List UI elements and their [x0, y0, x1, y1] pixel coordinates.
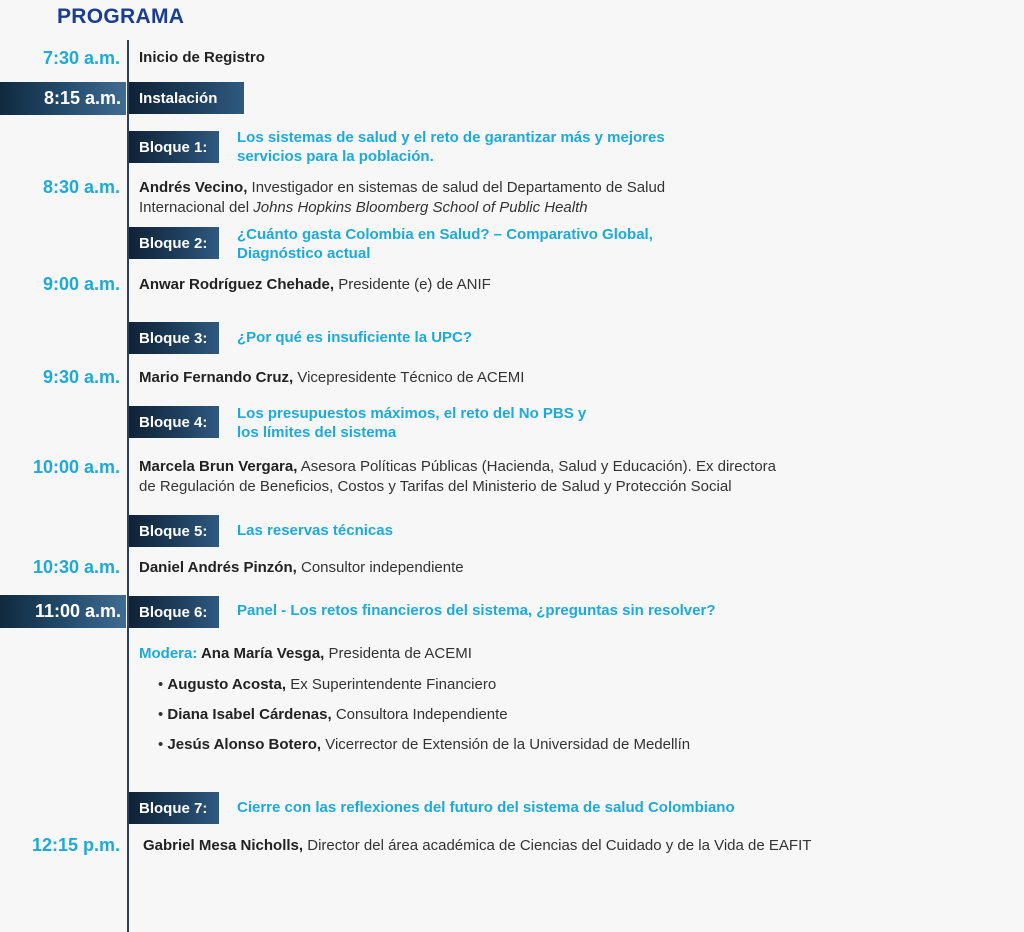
panelist-2: • Diana Isabel Cárdenas, Consultora Independiente	[158, 706, 508, 723]
bloque-4-pill: Bloque 4:	[129, 406, 219, 438]
page-title: PROGRAMA	[57, 5, 185, 28]
bloque-6-pill: Bloque 6:	[129, 596, 219, 628]
time-0930: 9:30 a.m.	[42, 367, 120, 387]
bloque-1-title: Los sistemas de salud y el reto de garantizar más y mejores servicios para la población.	[237, 129, 665, 165]
time-1100: 11:00 a.m.	[0, 595, 126, 628]
speaker-1: Andrés Vecino, Investigador en sistemas de salud del Departamento de Salud Internacional del Johns Hopkins Bloomberg School of Public Health	[139, 179, 666, 216]
bloque-3-title: ¿Por qué es insuficiente la UPC?	[237, 329, 473, 346]
speaker-5: Daniel Andrés Pinzón, Consultor independiente	[139, 559, 464, 576]
time-0900: 9:00 a.m.	[42, 274, 120, 294]
time-0815: 8:15 a.m.	[0, 82, 126, 115]
time-0730: 7:30 a.m.	[42, 48, 120, 68]
speaker-3: Mario Fernando Cruz, Vicepresidente Técnico de ACEMI	[139, 369, 525, 386]
registro-text: Inicio de Registro	[139, 49, 265, 66]
bloque-7-title: Cierre con las reflexiones del futuro del sistema de salud Colombiano	[237, 799, 735, 816]
bloque-6-title: Panel - Los retos financieros del sistema, ¿preguntas sin resolver?	[237, 602, 716, 619]
bloque-5-pill: Bloque 5:	[129, 515, 219, 547]
time-1030: 10:30 a.m.	[32, 557, 120, 577]
bloque-2-pill: Bloque 2:	[129, 227, 219, 259]
time-0830: 8:30 a.m.	[42, 177, 120, 197]
time-1215: 12:15 p.m.	[31, 835, 120, 855]
panelist-1: • Augusto Acosta, Ex Superintendente Financiero	[158, 676, 497, 693]
time-1000: 10:00 a.m.	[32, 457, 120, 477]
bloque-1-pill: Bloque 1:	[129, 131, 219, 163]
speaker-2: Anwar Rodríguez Chehade, Presidente (e) de ANIF	[139, 276, 491, 293]
bloque-3-pill: Bloque 3:	[129, 322, 219, 354]
panelist-3: • Jesús Alonso Botero, Vicerrector de Extensión de la Universidad de Medellín	[158, 736, 691, 753]
instalacion-pill: Instalación	[129, 82, 244, 114]
speaker-4: Marcela Brun Vergara, Asesora Políticas Públicas (Hacienda, Salud y Educación). Ex directora de Regulación de Beneficios, Costos y Tarifas del Ministerio de Salud y Protección Social	[139, 458, 776, 495]
bloque-4-title: Los presupuestos máximos, el reto del No PBS y los límites del sistema	[237, 405, 587, 441]
bloque-7-pill: Bloque 7:	[129, 792, 219, 824]
bloque-5-title: Las reservas técnicas	[237, 522, 393, 539]
moderator: Modera: Ana María Vesga, Presidenta de ACEMI	[139, 645, 472, 662]
bloque-2-title: ¿Cuánto gasta Colombia en Salud? – Comparativo Global, Diagnóstico actual	[237, 226, 653, 262]
speaker-6: Gabriel Mesa Nicholls, Director del área académica de Ciencias del Cuidado y de la Vida de EAFIT	[143, 837, 812, 854]
